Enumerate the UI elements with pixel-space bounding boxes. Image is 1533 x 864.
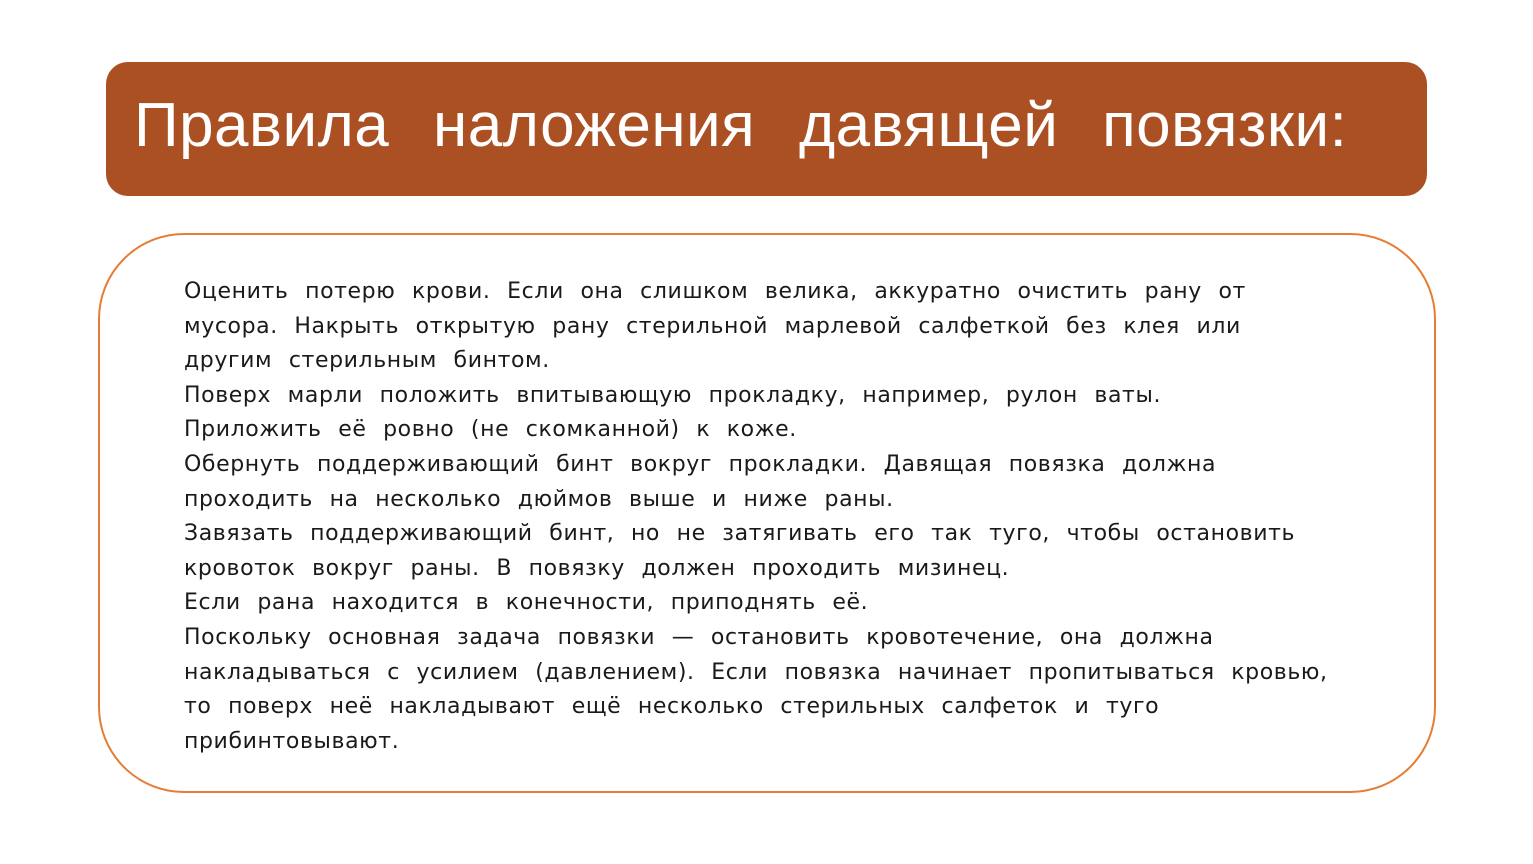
paragraph-assess-blood-loss: Оценить потерю крови. Если она слишком велика, аккуратно очистить рану от мусора. Накрыть открытую рану стерильной марлевой салфеткой без клея или другим стерильным бинтом.	[184, 279, 1246, 374]
paragraph-absorbent-pad: Поверх марли положить впитывающую прокладку, например, рулон ваты.	[184, 382, 1162, 408]
content-text	[184, 275, 1329, 759]
title-banner	[106, 62, 1427, 196]
paragraph-apply-evenly: Приложить её ровно (не скомканной) к коже.	[184, 417, 797, 443]
content-box	[98, 233, 1436, 793]
slide-title: Правила наложения давящей повязки:	[134, 91, 1348, 160]
paragraph-elevate-limb: Если рана находится в конечности, приподнять её.	[184, 590, 869, 616]
paragraph-wrap-bandage: Обернуть поддерживающий бинт вокруг прокладки. Давящая повязка должна проходить на несколько дюймов выше и ниже раны.	[184, 451, 1217, 512]
paragraph-tie-bandage: Завязать поддерживающий бинт, но не затягивать его так туго, чтобы остановить кровоток вокруг раны. В повязку должен проходить мизинец.	[184, 521, 1296, 581]
paragraph-apply-pressure: Поскольку основная задача повязки — остановить кровотечение, она должна накладываться с усилием (давлением). Если повязка начинает пропитываться кровью, то поверх неё накладывают ещё несколько стерильных салфеток и туго прибинтовывают.	[184, 624, 1328, 754]
